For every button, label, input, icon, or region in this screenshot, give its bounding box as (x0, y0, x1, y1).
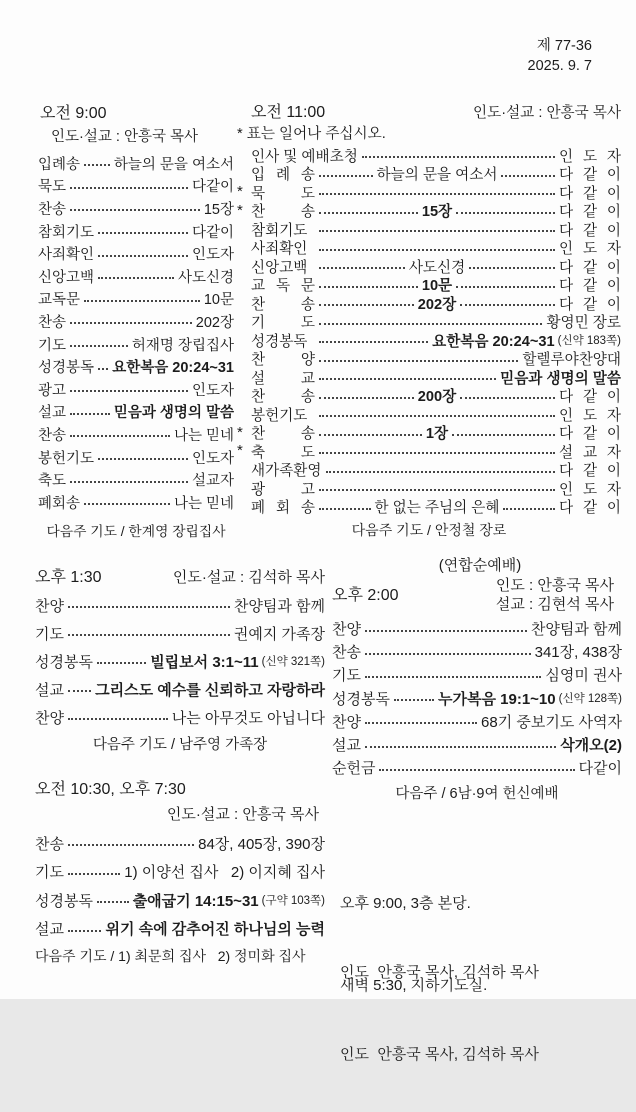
stand-asterisk: * (237, 183, 243, 201)
service-leader: 인도 안흥국 목사, 김석하 목사 (340, 964, 539, 981)
order-label: 기도 (35, 625, 64, 643)
dotted-leader (98, 277, 174, 279)
order-row (237, 220, 621, 239)
order-value: 믿음과 생명의 말씀 (500, 370, 621, 387)
order-value: 위기 속에 감추어진 하나님의 능력 (105, 921, 325, 939)
order-label: 찬양 (35, 709, 64, 727)
order-row (237, 239, 621, 258)
order-value: 인도자 (191, 450, 234, 467)
dotted-leader (70, 322, 192, 324)
dotted-leader (84, 164, 110, 166)
dotted-leader (68, 606, 230, 608)
dotted-leader (68, 690, 91, 692)
order-label: 기도 (35, 864, 64, 882)
order-label: 순헌금 (332, 760, 376, 778)
order-label: 성경봉독 (251, 333, 308, 350)
order-row (332, 640, 622, 663)
order-label: 찬양 (332, 713, 361, 731)
order-label: 참회기도 (38, 224, 95, 241)
order-label: 사죄확인 (38, 247, 95, 264)
dotted-leader (379, 769, 574, 771)
order-label: 찬송 (35, 835, 64, 853)
order-row (38, 175, 234, 198)
order-row (38, 378, 234, 401)
dotted-leader (365, 746, 556, 748)
dotted-leader (70, 187, 188, 189)
order-value: 찬양팀과 함께 (233, 597, 325, 615)
order-value: 다 같 이 (559, 204, 621, 221)
page-reference: (신약 128쪽) (558, 693, 622, 706)
order-value: 사도신경 (177, 269, 234, 286)
order-value: 찬양팀과 함께 (530, 621, 622, 639)
order-row (332, 663, 622, 686)
dotted-leader (98, 458, 188, 460)
dotted-leader (503, 508, 555, 510)
order-row (332, 756, 622, 779)
order-label: 성경봉독 (38, 360, 95, 377)
order-center-value: 사도신경 (408, 259, 466, 276)
order-label: 묵 도 (251, 185, 315, 202)
order-row (38, 446, 234, 469)
order-label: 찬양 (332, 621, 361, 639)
order-label: 설교 (332, 737, 361, 755)
order-label: 묵도 (38, 179, 67, 196)
order-row (237, 313, 621, 332)
order-row (38, 265, 234, 288)
dotted-leader (365, 630, 527, 632)
dotted-leader (68, 873, 120, 875)
order-value: 다같이 (578, 760, 622, 778)
order-label: 사죄확인 (251, 241, 308, 258)
dotted-leader (70, 345, 128, 347)
order-label: 신앙고백 (38, 269, 95, 286)
stand-notice: * 표는 일어나 주십시오. (237, 126, 386, 142)
order-row (38, 491, 234, 514)
dotted-leader (460, 304, 555, 306)
next-week-note: 다음주 기도 / 한계영 장립집사 (46, 523, 226, 539)
order-value: 삭개오(2) (560, 737, 622, 755)
order-value: 인 도 자 (559, 407, 621, 424)
order-row (38, 288, 234, 311)
order-row (38, 152, 234, 175)
dotted-leader (98, 368, 108, 370)
order-center-value: 15장 (421, 204, 453, 221)
next-week-note: 다음주 기도 / 안정철 장로 (351, 522, 507, 538)
order-label: 설교 (35, 681, 64, 699)
order-center-value: 202장 (417, 296, 457, 313)
dotted-leader (68, 718, 168, 720)
order-label: 봉헌기도 (251, 407, 308, 424)
service-leader: 인도·설교 : 안흥국 목사 (166, 806, 319, 823)
dotted-leader (319, 175, 373, 177)
order-row (35, 915, 325, 944)
order-value: 15장 (203, 201, 234, 218)
order-list (237, 146, 621, 516)
order-value: 다 같 이 (559, 167, 622, 184)
order-label: 찬송 (38, 201, 67, 218)
dotted-leader (319, 286, 418, 288)
order-row (237, 405, 621, 424)
order-value: 다 같 이 (559, 185, 621, 202)
dotted-leader (68, 930, 101, 932)
service-time: 오후 9:00, 3층 본당. (340, 895, 471, 912)
order-row (237, 146, 621, 165)
order-label: 찬 송 (251, 389, 315, 406)
order-value: 하늘의 문을 여소서 (113, 156, 234, 173)
dotted-leader (70, 390, 188, 392)
dotted-leader (319, 267, 405, 269)
order-row (35, 703, 325, 731)
order-row (35, 619, 325, 647)
dotted-leader (68, 634, 230, 636)
order-row (237, 442, 621, 461)
order-label: 기도 (332, 667, 361, 685)
order-label: 인사 및 예배초청 (251, 148, 358, 165)
order-row (38, 197, 234, 220)
dotted-leader (319, 452, 555, 454)
stand-asterisk: * (237, 442, 243, 460)
service-pm2 (332, 556, 622, 803)
service-time: 새벽 5:30, 지하기도실. (340, 977, 488, 994)
order-label: 참회기도 (251, 222, 308, 239)
order-value: 설 교 자 (559, 444, 621, 461)
order-value: 출애굽기 14:15~31 (132, 892, 259, 910)
service-leader: 인도·설교 : 안흥국 목사 (473, 105, 621, 121)
order-value: 황영민 장로 (546, 315, 621, 332)
order-row (237, 202, 621, 221)
order-value: 다 같 이 (559, 463, 621, 480)
order-row (237, 424, 621, 443)
masthead (528, 36, 593, 76)
dotted-leader (319, 378, 496, 380)
order-value: 다 같 이 (559, 259, 622, 276)
order-value: 누가복음 19:1~10 (438, 690, 556, 708)
order-row (237, 276, 621, 295)
page-reference: (구약 103쪽) (261, 895, 325, 908)
order-value: 10문 (203, 292, 234, 309)
order-value: 허재명 장립집사 (131, 337, 234, 354)
page-reference: (신약 321쪽) (261, 656, 325, 668)
service-pm130 (35, 565, 325, 754)
service-time: 오전 11:00 (251, 104, 326, 121)
dotted-leader (319, 323, 542, 325)
dotted-leader (319, 249, 555, 251)
dotted-leader (326, 471, 556, 473)
order-label: 기 도 (251, 315, 315, 332)
order-row (237, 294, 621, 313)
order-value: 믿음과 생명의 말씀 (113, 405, 234, 422)
next-week-note: 다음주 기도 / 1) 최문희 집사 2) 정미화 집사 (35, 948, 306, 964)
order-label: 광고 (38, 382, 67, 399)
order-row (237, 183, 621, 202)
order-row (35, 858, 325, 887)
issue-date: 2025. 9. 7 (527, 58, 592, 74)
order-value: 나는 아무것도 아닙니다 (171, 709, 325, 727)
dotted-leader (501, 175, 555, 177)
order-row (35, 647, 325, 675)
dotted-leader (452, 434, 555, 436)
dotted-leader (469, 267, 555, 269)
order-list (35, 829, 325, 943)
order-row (237, 165, 621, 184)
next-week-note: 다음주 기도 / 남주영 가족장 (92, 737, 268, 753)
service-header (35, 565, 325, 591)
dotted-leader (98, 255, 188, 257)
dotted-leader (319, 415, 555, 417)
order-label: 설 교 (251, 370, 315, 387)
order-row (35, 675, 325, 703)
dotted-leader (365, 653, 531, 655)
service-preacher: 설교 : 김현석 목사 (495, 596, 614, 613)
next-week-note: 다음주 / 6남·9여 헌신예배 (395, 786, 559, 803)
order-label: 입례송 (38, 156, 81, 173)
service-am9 (38, 102, 234, 540)
order-label: 축도 (38, 473, 67, 490)
order-value: 1) 이양선 집사 2) 이지혜 집사 (124, 864, 325, 882)
order-label: 찬송 (332, 644, 361, 662)
stand-asterisk: * (237, 201, 243, 219)
order-value: 심영미 권사 (545, 667, 622, 685)
order-value: 다 같 이 (559, 278, 621, 295)
order-value: 인도자 (191, 247, 234, 264)
order-value: 다같이 (191, 179, 234, 196)
order-value: 빌립보서 3:1~11 (150, 653, 259, 671)
order-row (35, 829, 325, 858)
order-label: 교독문 (38, 292, 81, 309)
order-center-value: 하늘의 문을 여소서 (376, 167, 498, 184)
order-row (237, 368, 621, 387)
order-row (38, 355, 234, 378)
order-list (38, 152, 234, 514)
order-value: 인 도 자 (559, 148, 621, 165)
order-row (237, 479, 621, 498)
order-value: 나는 믿네 (173, 427, 234, 444)
service-leaders (496, 576, 622, 614)
order-label: 설교 (38, 405, 67, 422)
order-label: 찬 송 (251, 204, 315, 221)
order-value: 다같이 (191, 224, 234, 241)
order-row (38, 333, 234, 356)
order-center-value: 200장 (417, 389, 457, 406)
order-value: 그리스도 예수를 신뢰하고 자랑하라 (95, 681, 325, 699)
order-row (332, 687, 622, 710)
dotted-leader (365, 676, 541, 678)
service-time: 오전 9:00 (40, 105, 107, 122)
page-reference: (신약 183쪽) (557, 335, 621, 348)
order-label: 찬양 (35, 597, 64, 615)
order-value: 84장, 405장, 390장 (198, 835, 325, 853)
order-label: 폐 회 송 (251, 500, 315, 517)
service-time: 오전 10:30, 오후 7:30 (35, 781, 186, 798)
dotted-leader (319, 193, 555, 195)
dotted-leader (319, 341, 428, 343)
order-center-value: 10문 (421, 278, 453, 295)
order-label: 축 도 (251, 444, 315, 461)
dotted-leader (98, 232, 188, 234)
order-label: 광 고 (251, 481, 315, 498)
service-am11 (237, 102, 621, 540)
order-row (332, 617, 622, 640)
order-label: 봉헌기도 (38, 450, 95, 467)
order-row (237, 498, 621, 517)
order-row (38, 310, 234, 333)
service-leader: 인도 안흥국 목사, 김석하 목사 (340, 1046, 539, 1063)
order-value: 인도자 (191, 382, 234, 399)
order-row (38, 220, 234, 243)
issue-number: 제 77-36 (536, 38, 592, 54)
order-label: 기도 (38, 337, 67, 354)
order-row (237, 350, 621, 369)
order-value: 요한복음 20:24~31 (432, 333, 555, 350)
order-value: 인 도 자 (559, 241, 621, 258)
dotted-leader (84, 503, 170, 505)
order-label: 성경봉독 (35, 892, 93, 910)
service-header (237, 102, 621, 124)
order-row (38, 423, 234, 446)
order-label: 폐회송 (38, 495, 81, 512)
order-row (38, 401, 234, 424)
service-group-title: (연합순예배) (438, 557, 522, 574)
dotted-leader (319, 434, 422, 436)
dotted-leader (456, 286, 555, 288)
order-value: 202장 (195, 314, 234, 331)
dotted-leader (68, 844, 194, 846)
order-row (332, 710, 622, 733)
order-value: 요한복음 20:24~31 (112, 360, 234, 377)
order-value: 할렐루야찬양대 (522, 352, 621, 369)
order-row (35, 591, 325, 619)
order-label: 찬송 (38, 314, 67, 331)
order-center-value: 한 없는 주님의 은혜 (374, 500, 500, 517)
order-row (38, 242, 234, 265)
order-label: 설교 (35, 921, 64, 939)
order-value: 설교자 (191, 473, 234, 490)
order-value: 다 같 이 (559, 296, 622, 313)
order-row (237, 257, 621, 276)
order-value: 68기 중보기도 사역자 (481, 713, 622, 731)
service-leader: 인도·설교 : 안흥국 목사 (51, 129, 199, 145)
order-list (332, 617, 622, 779)
order-row (237, 331, 621, 350)
dotted-leader (319, 508, 371, 510)
order-label: 입 례 송 (251, 167, 315, 184)
dotted-leader (319, 360, 518, 362)
order-label: 찬 송 (251, 296, 315, 313)
order-value: 다 같 이 (559, 222, 621, 239)
order-value: 다 같 이 (559, 389, 622, 406)
order-label: 찬 양 (251, 352, 315, 369)
order-row (332, 733, 622, 756)
order-value: 권예지 가족장 (233, 625, 325, 643)
order-row (38, 468, 234, 491)
order-label: 새가족환영 (251, 463, 322, 480)
order-value: 다 같 이 (559, 500, 622, 517)
dotted-leader (70, 481, 188, 483)
order-row (237, 387, 621, 406)
order-label: 찬송 (38, 427, 67, 444)
dotted-leader (97, 901, 129, 903)
order-label: 성경봉독 (332, 690, 390, 708)
dotted-leader (319, 304, 414, 306)
order-label: 찬 송 (251, 426, 315, 443)
dotted-leader (319, 212, 418, 214)
order-value: 다 같 이 (559, 426, 621, 443)
service-header (332, 576, 622, 614)
stand-asterisk: * (237, 423, 243, 441)
service-leader: 인도 : 안흥국 목사 (495, 577, 614, 594)
service-time: 오후 2:00 (332, 587, 399, 604)
order-label: 신앙고백 (251, 259, 308, 276)
dotted-leader (70, 209, 200, 211)
dotted-leader (362, 156, 555, 158)
order-value: 341장, 438장 (534, 644, 622, 662)
dotted-leader (70, 435, 170, 437)
order-label: 교 독 문 (251, 278, 315, 295)
service-time: 오후 1:30 (35, 569, 102, 586)
order-value: 인 도 자 (559, 481, 621, 498)
dotted-leader (394, 699, 434, 701)
order-list (35, 591, 325, 731)
service-am1030 (35, 778, 325, 966)
dotted-leader (456, 212, 555, 214)
dotted-leader (84, 300, 200, 302)
dotted-leader (319, 230, 555, 232)
order-row (35, 886, 325, 915)
order-label: 성경봉독 (35, 653, 93, 671)
dotted-leader (70, 413, 110, 415)
dotted-leader (365, 722, 477, 724)
order-row (237, 461, 621, 480)
service-dawn (340, 928, 622, 1112)
dotted-leader (319, 489, 555, 491)
service-leader: 인도·설교 : 김석하 목사 (172, 569, 325, 586)
dotted-leader (460, 397, 555, 399)
order-value: 나는 믿네 (173, 495, 234, 512)
dotted-leader (319, 397, 414, 399)
order-center-value: 1장 (425, 426, 449, 443)
dotted-leader (97, 662, 146, 664)
